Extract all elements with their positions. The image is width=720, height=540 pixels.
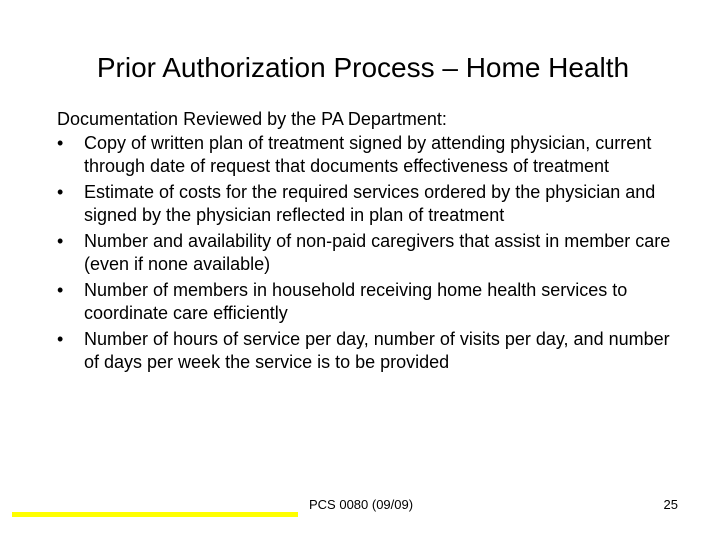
list-item-text: Number and availability of non-paid caregivers that assist in member care (even if none available) xyxy=(84,231,671,274)
documentation-list xyxy=(57,132,687,377)
list-item xyxy=(57,279,687,325)
bullet-icon: • xyxy=(57,133,64,153)
list-item xyxy=(57,132,687,178)
list-item-text: Number of hours of service per day, number of visits per day, and number of days per week the service is to be provided xyxy=(84,329,670,372)
list-item xyxy=(57,328,687,374)
footer-document-code: PCS 0080 (09/09) xyxy=(309,497,414,512)
list-item xyxy=(57,230,687,276)
documentation-intro: Documentation Reviewed by the PA Department: xyxy=(57,109,447,129)
list-item xyxy=(57,181,687,227)
bullet-icon: • xyxy=(57,329,64,349)
footer-accent-bar xyxy=(12,512,298,517)
bullet-icon: • xyxy=(57,182,64,202)
bullet-icon: • xyxy=(57,280,64,300)
list-item-text: Number of members in household receiving home health services to coordinate care efficiently xyxy=(84,280,628,323)
slide-title: Prior Authorization Process – Home Health xyxy=(96,52,630,83)
list-item-text: Estimate of costs for the required services ordered by the physician and signed by the physician reflected in plan of treatment xyxy=(84,182,656,225)
bullet-icon: • xyxy=(57,231,64,251)
list-item-text: Copy of written plan of treatment signed by attending physician, current through date of request that documents effectiveness of treatment xyxy=(84,133,652,176)
page-number: 25 xyxy=(663,497,678,512)
